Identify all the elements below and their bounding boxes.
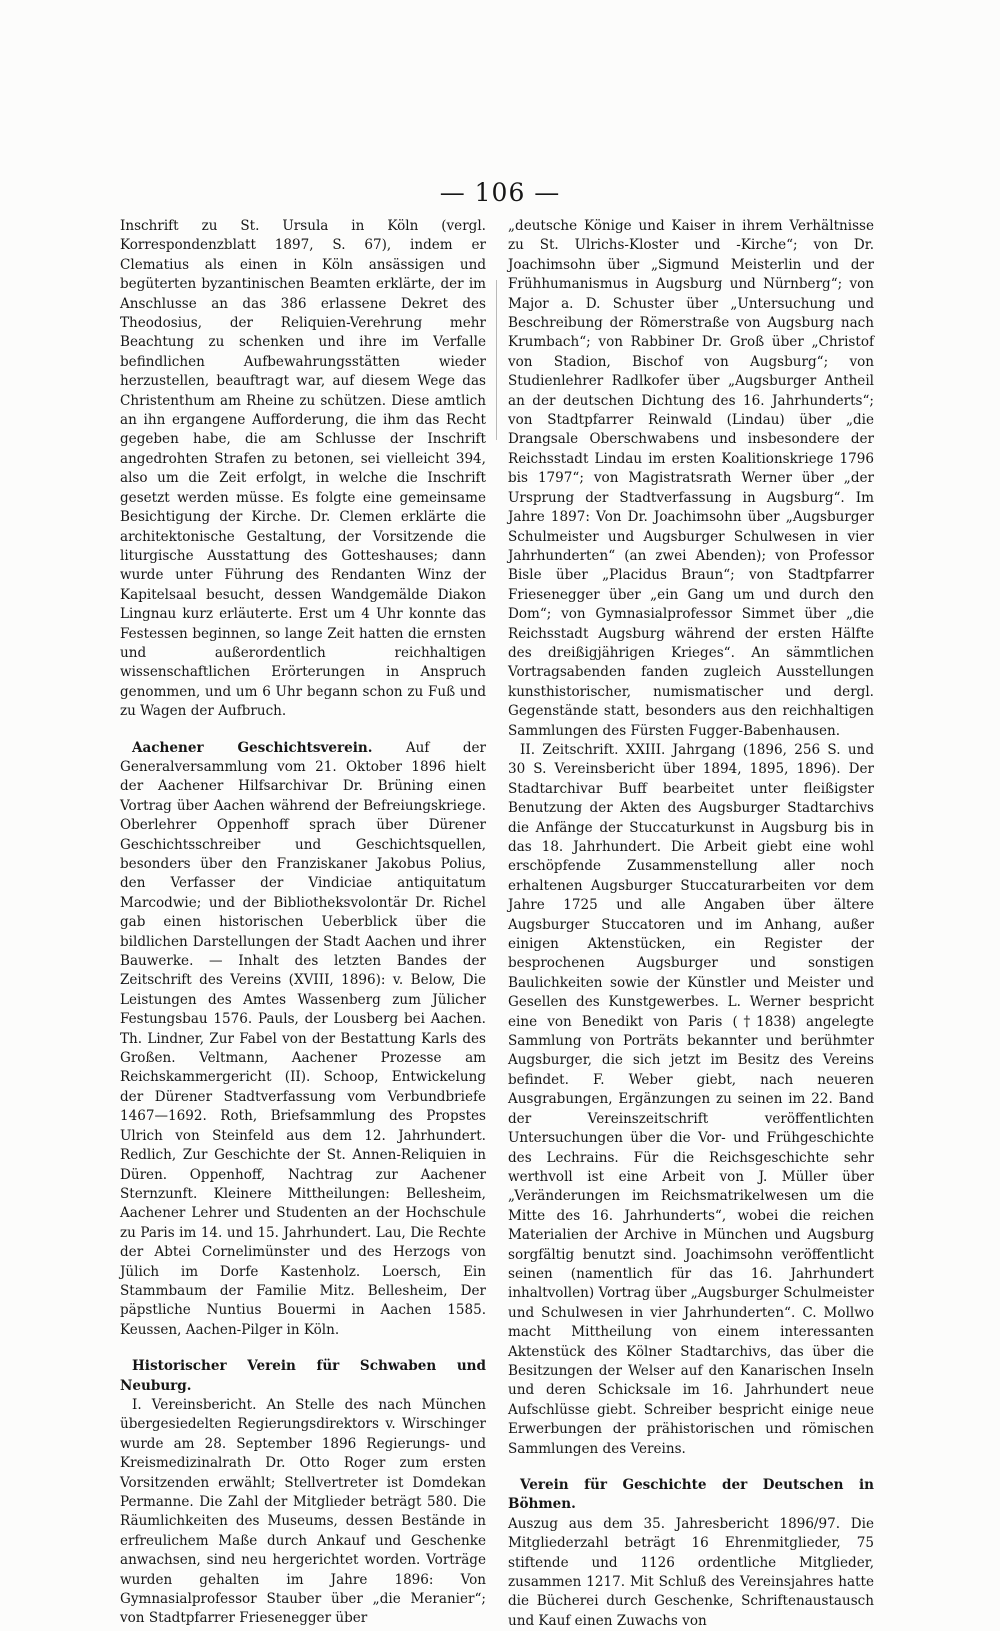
schwaben-heading: Historischer Verein für Schwaben und Neuburg. [120,1358,486,1394]
right-column [508,217,874,1631]
schwaben-paragraph: I. Vereinsbericht. An Stelle des nach München übergesiedelten Regierungsdirektors v. Wirschinger wurde am 28. September 1896 Regierungs- und Kreismedizinalrath Dr. Otto Roger zum ersten Vorsitzenden erwählt; Stellvertreter ist Domdekan Permanne. Die Zahl der Mitglieder beträgt 580. Die Räumlichkeiten des Museums, dessen Bestände in erfreulichem Maße durch Ankauf und Geschenke anwachsen, sind neu hergerichtet worden. Vorträge wurden gehalten im Jahre 1896: Von Gymnasialprofessor Stauber über „die Meranier“; von Stadtpfarrer Friesenegger über [120,1396,486,1627]
aachen-heading: Aachener Geschichtsverein. [132,739,373,756]
zeitschrift-paragraph: II. Zeitschrift. XXIII. Jahrgang (1896, 256 S. und 30 S. Vereinsbericht über 1894, 1895, 1896). Der Stadtarchivar Buff bearbeitet unter fleißigster Benutzung der Akten des Augsburger Stadtarchivs die Anfänge der Stuccaturkunst in Augsburg bis in das 18. Jahrhundert. Die Arbeit giebt eine wohl erschöpfende Zusammenstellung aller noch erhaltenen Augsburger Stuccaturarbeiten vor dem Jahre 1725 und alle Angaben über ältere Augsburger Stuccatoren und im Anhang, außer einigen Aktenstücken, ein Register der besprochenen Augsburger und sonstigen Baulichkeiten sowie der Künstler und Meister und Gesellen des Kunstgewerbes. L. Werner bespricht eine von Benedikt von Paris (†1838) angelegte Sammlung von Porträts bekannter und berühmter Augsburger, die sich jetzt im Besitz des Vereins befindet. F. Weber giebt, nach neueren Ausgrabungen, Ergänzungen zu seinen im 22. Band der Vereinszeitschrift veröffentlichten Untersuchungen über die Vor- und Frühgeschichte des Lechrains. Für die Reichsgeschichte sehr werthvoll ist eine Arbeit von J. Müller über „Veränderungen im Reichsmatrikelwesen um die Mitte des 16. Jahrhunderts“, wobei die reichen Materialien der Archive in München und Augsburg sorgfältig benutzt sind. Joachimsohn veröffentlicht seinen (namentlich für das 16. Jahrhundert inhaltvollen) Vortrag über „Augsburger Schulmeister und Schulwesen in vier Jahrhunderten“. C. Mollwo macht Mittheilung von einem interessanten Aktenstück des Kölner Stadtarchivs, das über die Besitzungen der Welser auf den Kanarischen Inseln und deren Schicksale im 16. Jahrhundert neue Aufschlüsse giebt. Schreiber bespricht einige neue Erwerbungen der prähistorischen und römischen Sammlungen des Vereins. [508,741,875,1457]
vortraege-paragraph: „deutsche Könige und Kaiser in ihrem Verhältnisse zu St. Ulrichs-Kloster und -Kirche“; von Dr. Joachimsohn über „Sigmund Meisterlin und der Frühhumanismus in Augsburg und Nürnberg“; von Major a. D. Schuster über „Untersuchung und Beschreibung der Römerstraße von Augsburg nach Krumbach“; von Rabbiner Dr. Groß über „Christof von Stadion, Bischof von Augsburg“; von Studienlehrer Radlkofer über „Augsburger Antheil an der deutschen Dichtung des 16. Jahrhunderts“; von Stadtpfarrer Reinwald (Lindau) über „die Drangsale Oberschwabens und insbesondere der Reichsstadt Lindau im ersten Koalitionskriege 1796 bis 1797“; von Magistratsrath Werner über „der Ursprung der Stadtverfassung in Augsburg“. Im Jahre 1897: Von Dr. Joachimsohn über „Augsburger Schulmeister und Augsburger Schulwesen in vier Jahrhunderten“ (an zwei Abenden); von Professor Bisle über „Placidus Braun“; von Stadtpfarrer Friesenegger über „ein Gang um und durch den Dom“; von Gymnasialprofessor Simmet über „die Reichsstadt Augsburg während der ersten Hälfte des dreißigjährigen Krieges“. An sämmtlichen Vortragsabenden fanden zugleich Ausstellungen kunsthistorischer, numismatischer und dergl. Gegenstände statt, besonders aus den reichhaltigen Sammlungen des Fürsten Fugger-Babenhausen. [508,218,874,739]
page-number: — 106 — [439,178,561,207]
aachen-section [120,739,486,1341]
column-divider [496,280,497,440]
ursula-paragraph: Inschrift zu St. Ursula in Köln (vergl. Korrespondenzblatt 1897, S. 67), indem er Clematius als einen in Köln ansässigen und begüterten byzantinischen Beamten erklärte, der im Anschlusse an das 386 erlassene Dekret des Theodosius, der Reliquien-Verehrung mehr Beachtung zu schenken und ihre im Verfalle befindlichen Aufbewahrungsstätten wieder herzustellen, beauftragt war, auf diesem Wege das Christenthum am Rheine zu schützen. Diese amtlich an ihn ergangene Aufforderung, die ihm das Recht gegeben habe, die am Schlusse der Inschrift angedrohten Strafen zu betonen, sei vielleicht 394, also um die Zeit erfolgt, in welche die Inschrift gesetzt werden müsse. Es folgte eine gemeinsame Besichtigung der Kirche. Dr. Clemen erklärte die architektonische Gestaltung, der Vorsitzende die liturgische Ausstattung des Gotteshauses; dann wurde unter Führung des Rendanten Winz der Kapitelsaal besucht, dessen Wandgemälde Diakon Lingnau kurz erläuterte. Erst um 4 Uhr konnte das Festessen beginnen, so lange Zeit hatten die ernsten und außerordentlich reichhaltigen wissenschaftlichen Erörterungen in Anspruch genommen, und um 6 Uhr begann schon zu Fuß und zu Wagen der Aufbruch. [120,218,486,720]
left-column [120,217,486,1629]
boehmen-paragraph: Auszug aus dem 35. Jahresbericht 1896/97. Die Mitgliederzahl beträgt 16 Ehrenmitglieder, 75 stiftende und 1126 ordentliche Mitglieder, zusammen 1217. Mit Schluß des Vereinsjahres hatte die Bücherei durch Geschenke, Schriftenaustausch und Kauf einen Zuwachs von [508,1515,874,1629]
aachen-text: Auf der Generalversammlung vom 21. Oktober 1896 hielt der Aachener Hilfsarchivar Dr. Brüning einen Vortrag über Aachen während der Befreiungskriege. Oberlehrer Oppenhoff sprach über Dürener Geschichtsschreiber und Geschichtsquellen, besonders über den Franziskaner Jakobus Polius, den Verfasser der Vindiciae antiquitatum Marcodwie; und der Bibliotheksvolontär Dr. Richel gab einen historischen Ueberblick über die bildlichen Darstellungen der Stadt Aachen und ihrer Bauwerke. — Inhalt des letzten Bandes der Zeitschrift des Vereins (XVIII, 1896): v. Below, Die Leistungen des Amtes Wassenberg zum Jülicher Festungsbau 1576. Pauls, der Lousberg bei Aachen. Th. Lindner, Zur Fabel von der Bestattung Karls des Großen. Veltmann, Aachener Prozesse am Reichskammergericht (II). Schoop, Entwickelung der Dürener Stadtverfassung vom Verbundbriefe 1467—1692. Roth, Briefsammlung des Propstes Ulrich von Steinfeld aus dem 12. Jahrhundert. Redlich, Zur Geschichte der St. Annen-Reliquien in Düren. Oppenhoff, Nachtrag zur Aachener Sternzunft. Kleinere Mittheilungen: Bellesheim, Aachener Lehrer und Studenten an der Hochschule zu Paris im 14. und 15. Jahrhundert. Lau, Die Rechte der Abtei Cornelimünster und des Herzogs von Jülich im Dorfe Kastenholz. Loersch, Ein Stammbaum der Familie Mitz. Bellesheim, Der päpstliche Nuntius Bouermi in Aachen 1585. Keussen, Aachen-Pilger in Köln. [120,739,486,1338]
boehmen-heading: Verein für Geschichte der Deutschen in Böhmen. [508,1477,874,1513]
